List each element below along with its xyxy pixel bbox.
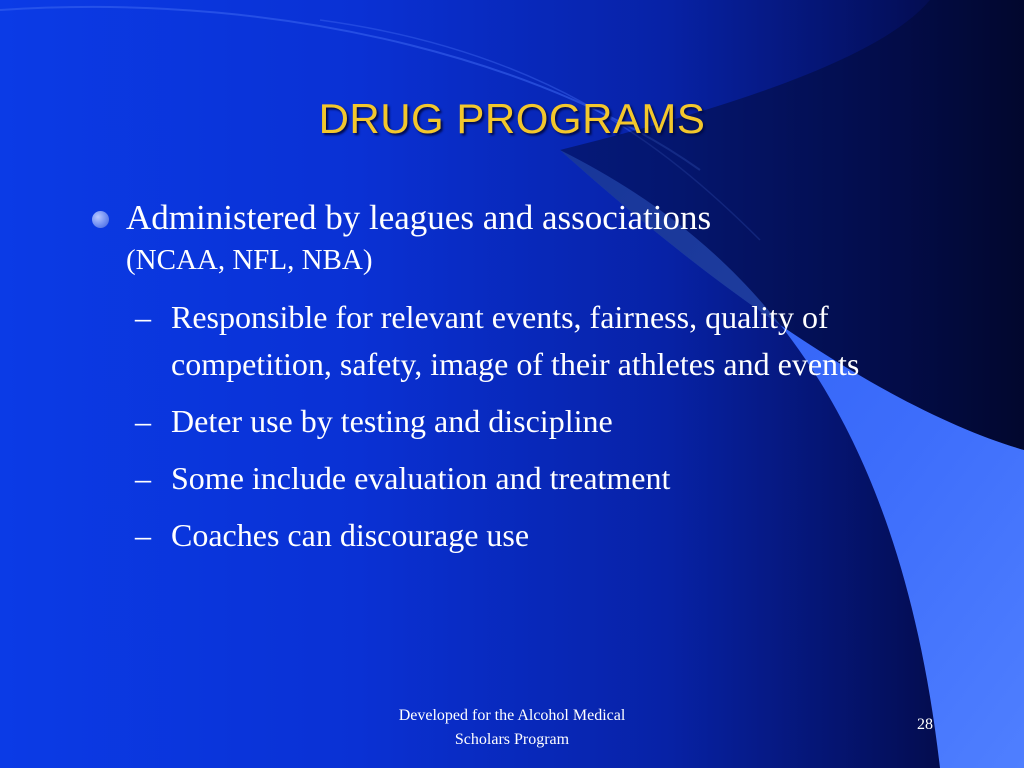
- page-number: 28: [917, 716, 933, 733]
- sub-bullet-text: Deter use by testing and discipline: [171, 403, 613, 439]
- sub-bullet-text: Responsible for relevant events, fairness, quality of competition, safety, image of their athletes and events: [171, 299, 860, 382]
- sub-bullet-item: [135, 512, 952, 559]
- slide-body: [92, 196, 952, 569]
- slide-title: DRUG PROGRAMS: [318, 95, 706, 142]
- sub-bullet-text: Coaches can discourage use: [171, 517, 530, 553]
- dash-icon: –: [135, 403, 151, 439]
- sub-bullet-list: [92, 294, 952, 559]
- sub-bullet-item: [135, 398, 952, 445]
- dash-icon: –: [135, 299, 151, 335]
- dash-icon: –: [135, 460, 151, 496]
- bullet-item: [92, 196, 952, 278]
- footer-text: [362, 704, 662, 752]
- dash-icon: –: [135, 517, 151, 553]
- sub-bullet-item: [135, 294, 952, 388]
- bullet-dot-icon: [92, 211, 109, 228]
- sub-bullet-text: Some include evaluation and treatment: [171, 460, 671, 496]
- bullet-subtext: (NCAA, NFL, NBA): [126, 244, 373, 276]
- footer-line-2: Scholars Program: [454, 731, 570, 748]
- footer-line-1: Developed for the Alcohol Medical: [398, 707, 626, 724]
- sub-bullet-item: [135, 455, 952, 502]
- bullet-text: Administered by leagues and associations: [126, 198, 712, 237]
